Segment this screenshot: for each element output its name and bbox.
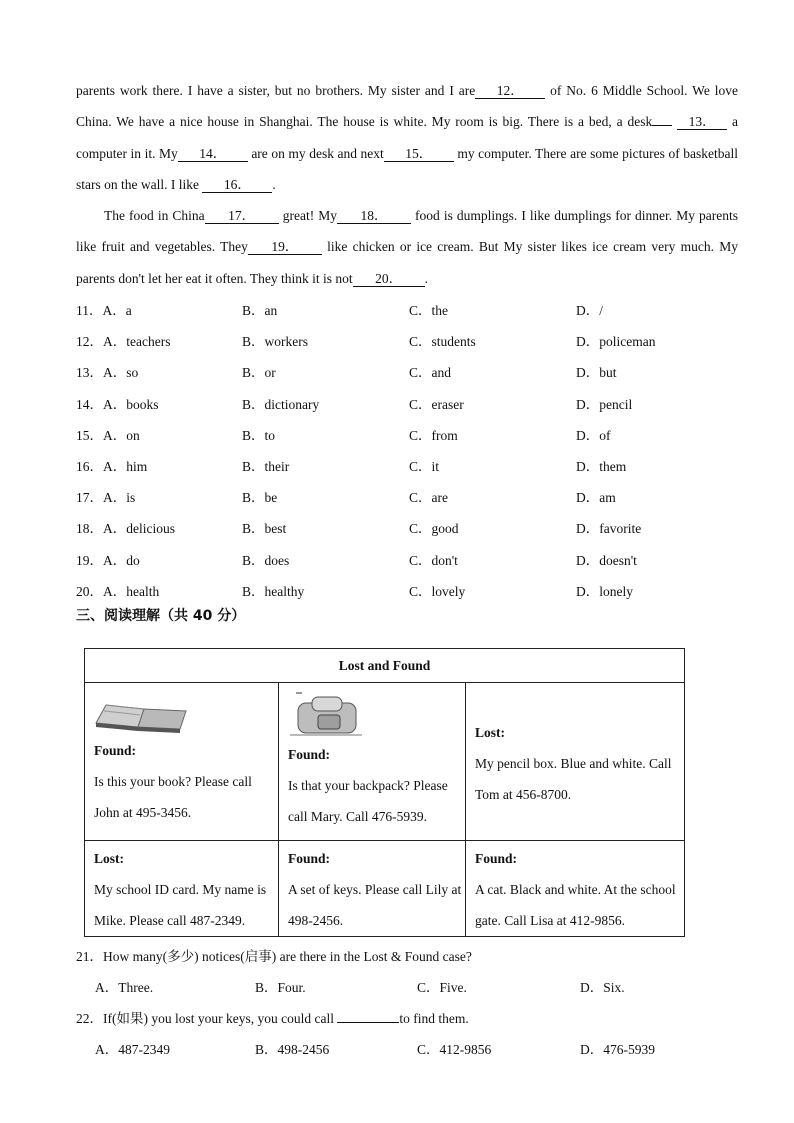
option[interactable]: C．the [409, 303, 448, 318]
notice-text: My school ID card. My name is Mike. Please call 487-2349. [94, 882, 267, 928]
blank-19: 19． [248, 239, 322, 255]
option[interactable]: D．am [576, 490, 616, 506]
notice-label: Lost: [94, 851, 124, 866]
question-21: 21．How many(多少) notices(启事) are there in the Lost & Found case? [76, 949, 472, 964]
option[interactable]: B．498-2456 [255, 1042, 330, 1057]
cloze-passage [76, 75, 738, 294]
option[interactable]: C．don't [409, 552, 458, 568]
option[interactable]: D．lonely [576, 583, 633, 599]
option-row-18 [76, 513, 738, 544]
passage-text: food is dumplings. I like dumplings for dinner. My parents like fruit and vegetables. They [76, 208, 739, 255]
option[interactable]: 15．A．on [76, 427, 140, 443]
option[interactable]: D．doesn't [576, 552, 637, 568]
question-22-options [95, 1034, 735, 1065]
option[interactable]: 19．A．do [76, 552, 140, 568]
option-row-20 [76, 576, 738, 607]
option[interactable]: B．an [242, 303, 278, 318]
option-row-15 [76, 420, 738, 451]
option-row-14 [76, 389, 738, 420]
option[interactable]: D．but [576, 365, 617, 381]
notice-cell [279, 683, 466, 841]
option[interactable]: 12．A．teachers [76, 334, 171, 350]
blank-12: 12． [475, 83, 545, 99]
option-row-17 [76, 482, 738, 513]
option[interactable]: D．them [576, 458, 627, 474]
option[interactable]: C．students [409, 334, 476, 350]
passage-text: . [272, 176, 276, 192]
passage-text: . [424, 270, 428, 286]
option[interactable]: B．healthy [242, 583, 305, 599]
passage-text: great! My [278, 208, 337, 224]
option-row-16 [76, 451, 738, 482]
blank-18: 18． [337, 208, 411, 224]
passage-text: The food in China [104, 208, 205, 224]
option[interactable]: 16．A．him [76, 458, 148, 474]
option[interactable]: B．be [242, 490, 278, 506]
option-row-12 [76, 326, 738, 357]
option[interactable]: C．it [409, 458, 440, 474]
option[interactable]: C．lovely [409, 583, 466, 599]
passage-text: like chicken or ice cream. But My sister likes ice cream very much. My parents don't let her eat it often. They think it is not [76, 239, 738, 286]
option[interactable]: B．to [242, 427, 276, 443]
option[interactable]: D．favorite [576, 521, 642, 537]
notice-text: Is that your backpack? Please call Mary. Call 476-5939. [288, 778, 448, 824]
option-row-13 [76, 357, 738, 388]
cloze-options [76, 295, 738, 607]
notice-cell [466, 683, 685, 841]
blank-13-line [652, 125, 672, 126]
answer-blank [337, 1022, 399, 1023]
passage-text: a computer in it. My [76, 114, 738, 161]
option[interactable]: D．476-5939 [580, 1042, 655, 1057]
notice-cell [466, 841, 685, 937]
passage-text: of No. 6 Middle School. We love China. We have a nice house in Shanghai. The house is white. My room is big. There is a bed, a desk [76, 83, 738, 130]
question-text: 22．If(如果) you lost your keys, you could call [76, 1011, 338, 1026]
notice-label: Found: [288, 851, 331, 866]
option[interactable]: B．best [242, 521, 287, 537]
option[interactable]: D．Six. [580, 980, 625, 995]
passage-text: are on my desk and next [247, 145, 384, 161]
option[interactable]: 20．A．health [76, 583, 160, 599]
option[interactable]: A．487-2349 [95, 1042, 170, 1057]
section-title: 三、阅读理解（共 40 分） [76, 608, 246, 624]
blank-16: 16． [202, 177, 272, 193]
passage-paragraph-1 [76, 75, 738, 200]
option[interactable]: 18．A．delicious [76, 521, 175, 537]
notice-text: My pencil box. Blue and white. Call Tom at 456-8700. [475, 756, 672, 802]
option[interactable]: 11．A．a [76, 303, 132, 318]
blank-13: 13． [677, 114, 727, 130]
question-text: to find them. [399, 1011, 469, 1026]
option[interactable]: C．eraser [409, 396, 464, 412]
table-header: Lost and Found [85, 649, 685, 683]
option-row-11 [76, 295, 738, 326]
option-row-19 [76, 545, 738, 576]
backpack-icon [288, 689, 368, 739]
option[interactable]: D．of [576, 427, 611, 443]
notice-label: Found: [475, 851, 518, 866]
option[interactable]: B．Four. [255, 980, 306, 995]
book-icon [94, 695, 190, 735]
notice-cell [85, 683, 279, 841]
blank-14: 14． [178, 146, 248, 162]
lost-and-found-table [84, 648, 685, 937]
option[interactable]: 14．A．books [76, 396, 159, 412]
blank-15: 15． [384, 146, 454, 162]
notice-text: Is this your book? Please call John at 495-3456. [94, 774, 252, 820]
option[interactable]: D．policeman [576, 334, 656, 350]
passage-text: parents work there. I have a sister, but no brothers. My sister and I are [76, 83, 476, 98]
option[interactable]: B．does [242, 552, 290, 568]
option[interactable]: C．good [409, 521, 459, 537]
option[interactable]: B．or [242, 365, 276, 381]
option[interactable]: C．Five. [417, 980, 467, 995]
notice-label: Found: [288, 747, 331, 762]
notice-cell [85, 841, 279, 937]
blank-17: 17． [205, 208, 279, 224]
option[interactable]: A．Three. [95, 980, 154, 995]
option[interactable]: D．pencil [576, 396, 633, 412]
question-21-options [95, 972, 735, 1003]
passage-text: my computer. There are some pictures of basketball stars on the wall. I like [76, 145, 738, 192]
blank-20: 20． [353, 271, 425, 287]
notice-text: A cat. Black and white. At the school gate. Call Lisa at 412-9856. [475, 882, 676, 928]
option[interactable]: C．from [409, 427, 458, 443]
notice-label: Found: [94, 743, 137, 758]
passage-paragraph-2 [76, 200, 738, 294]
question-22 [76, 1003, 738, 1034]
option[interactable]: C．and [409, 365, 451, 381]
option[interactable]: B．workers [242, 334, 308, 350]
notice-cell [279, 841, 466, 937]
option[interactable]: B．dictionary [242, 396, 320, 412]
option[interactable]: 17．A．is [76, 490, 136, 506]
option[interactable]: 13．A．so [76, 365, 139, 381]
notice-label: Lost: [475, 725, 505, 740]
option[interactable]: C．412-9856 [417, 1042, 492, 1057]
notice-text: A set of keys. Please call Lily at 498-2456. [288, 882, 462, 928]
option[interactable]: B．their [242, 458, 290, 474]
option[interactable]: C．are [409, 490, 448, 506]
option[interactable]: D．/ [576, 303, 603, 318]
